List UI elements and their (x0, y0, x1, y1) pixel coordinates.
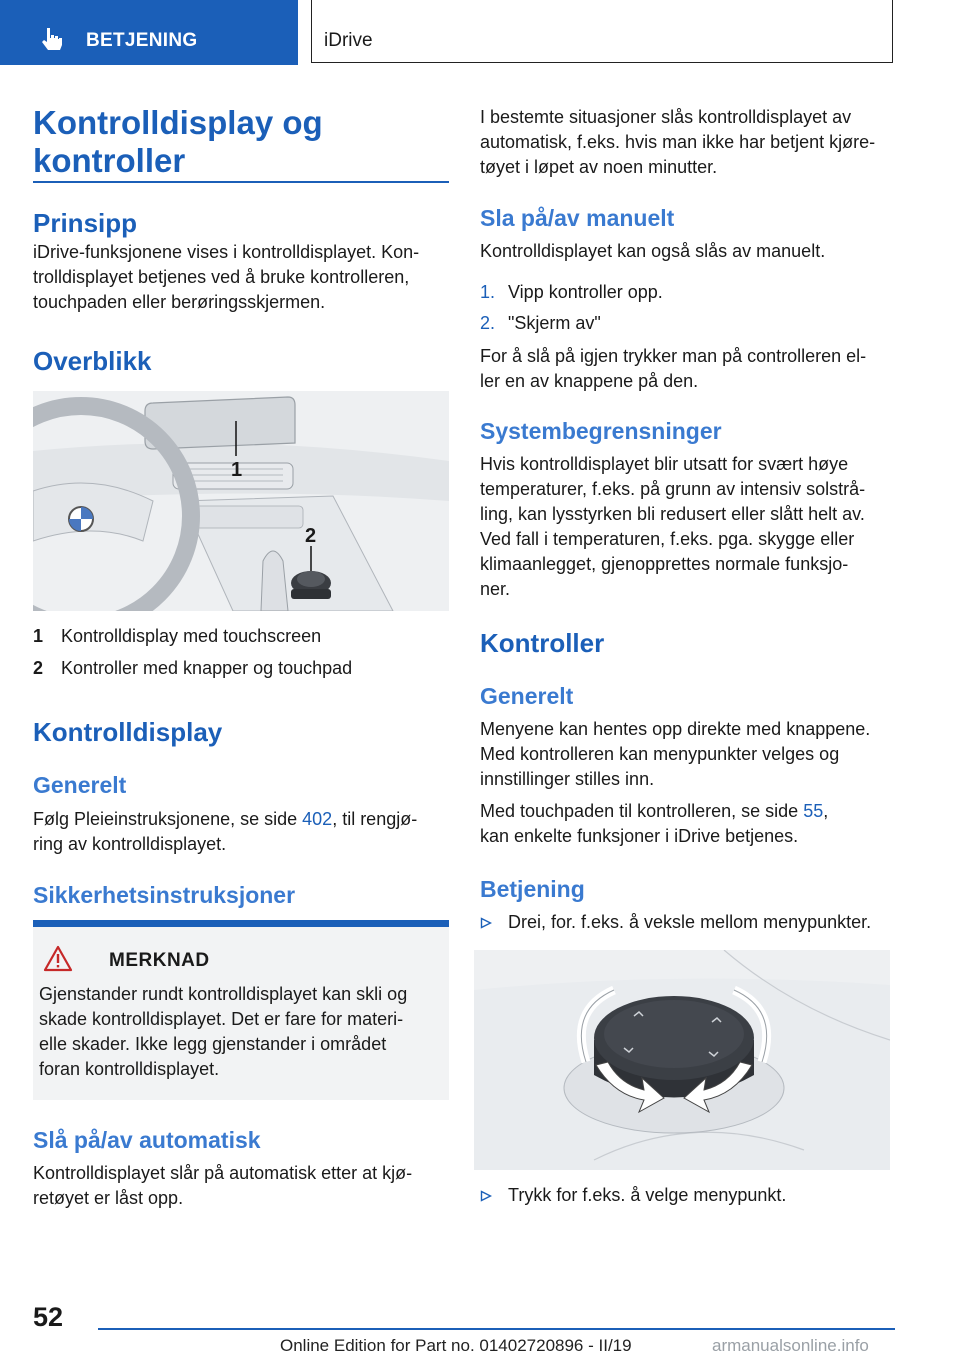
legend-item (33, 656, 449, 682)
notice-bar (33, 920, 449, 927)
bullet-text: Drei, for. f.eks. å veksle mellom menypunkter. (508, 912, 872, 932)
text-segment: , til rengjø- (332, 809, 418, 829)
heading-safety: Sikkerhetsinstruksjoner (33, 882, 296, 908)
legend-item (33, 624, 449, 650)
text-line: ling, kan lysstyrken bli redusert eller slått helt av. (480, 504, 865, 524)
page-link[interactable]: 402 (302, 809, 333, 829)
triangle-bullet-icon (480, 917, 492, 929)
page-title-line2: kontroller (33, 142, 186, 179)
hand-pointer-icon (38, 26, 64, 52)
legend-number: 1 (33, 626, 44, 646)
heading-auto: Slå på/av automatisk (33, 1127, 261, 1153)
page-title (33, 104, 449, 180)
text-line (480, 799, 896, 824)
auto-text (33, 1161, 449, 1211)
heading-principle: Prinsipp (33, 208, 138, 238)
triangle-bullet-icon (480, 1190, 492, 1202)
heading-limits: Systembegrensninger (480, 418, 722, 444)
text-line: Kontrolldisplayet slår på automatisk etter at kjø- (33, 1163, 413, 1183)
warning-triangle-icon (43, 945, 73, 972)
figure-label-1: 1 (231, 459, 243, 481)
heading-controller: Kontroller (480, 628, 605, 658)
notice-box (33, 920, 449, 1100)
list-item (480, 311, 896, 337)
text-line: iDrive-funksjonene vises i kontrolldisplayet. Kon- (33, 242, 420, 262)
heading-controller-general: Generelt (480, 683, 574, 709)
text-line: ring av kontrolldisplayet. (33, 834, 227, 854)
legend-number: 2 (33, 658, 44, 678)
text-line: tøyet i løpet av noen minutter. (480, 157, 718, 177)
controller-general-text (480, 717, 896, 792)
intro-text (480, 105, 896, 180)
text-line: Hvis kontrolldisplayet blir utsatt for svært høye (480, 454, 849, 474)
header-section-label: BETJENING (86, 30, 198, 51)
legend-text: Kontrolldisplay med touchscreen (61, 626, 322, 646)
text-line: ner. (480, 579, 511, 599)
text-line: retøyet er låst opp. (33, 1188, 184, 1208)
bullet-item (480, 1183, 896, 1209)
heading-manual: Sla på/av manuelt (480, 205, 675, 231)
text-line: skade kontrolldisplayet. Det er fare for materi- (39, 1009, 404, 1029)
text-line: innstillinger stilles inn. (480, 769, 655, 789)
step-text: "Skjerm av" (508, 313, 601, 333)
heading-general: Generelt (33, 772, 127, 798)
title-rule (33, 181, 449, 183)
figure-label-2: 2 (305, 525, 317, 547)
text-line: temperaturer, f.eks. på grunn av intensiv solstrå- (480, 479, 866, 499)
step-number: 1. (480, 282, 496, 302)
notice-text (39, 982, 439, 1082)
step-text: Vipp kontroller opp. (508, 282, 663, 302)
limits-text (480, 452, 896, 602)
text-line: foran kontrolldisplayet. (39, 1059, 220, 1079)
principle-text (33, 240, 449, 315)
text-line: ler en av knappene på den. (480, 371, 699, 391)
controller-figure (474, 950, 890, 1170)
footer-edition: Online Edition for Part no. 01402720896 - II/19 (280, 1336, 632, 1355)
text-line: automatisk, f.eks. hvis man ikke har betjent kjøre- (480, 132, 876, 152)
text-line: klimaanlegget, gjenopprettes normale funksjo- (480, 554, 849, 574)
text-line: I bestemte situasjoner slås kontrolldisplayet av (480, 107, 852, 127)
controller-illustration (474, 950, 890, 1170)
general-text (33, 807, 449, 857)
manual-text: Kontrolldisplayet kan også slås av manuelt. (480, 241, 826, 261)
list-item (480, 280, 896, 306)
page-link[interactable]: 55 (803, 801, 824, 821)
header-chapter-label: iDrive (324, 30, 373, 51)
text-segment: Følg Pleieinstruksjonene, se side (33, 809, 303, 829)
header-chapter-frame (311, 0, 893, 63)
heading-control-display: Kontrolldisplay (33, 717, 223, 747)
footer-rule (98, 1328, 895, 1330)
manual-after-text (480, 344, 896, 394)
text-line: touchpaden eller berøringsskjermen. (33, 292, 326, 312)
heading-operation: Betjening (480, 876, 585, 902)
text-line (33, 807, 449, 832)
legend-text: Kontroller med knapper og touchpad (61, 658, 353, 678)
text-line: Gjenstander rundt kontrolldisplayet kan skli og (39, 984, 408, 1004)
text-line: Med kontrolleren kan menypunkter velges og (480, 744, 840, 764)
text-line: Menyene kan hentes opp direkte med knappene. (480, 719, 871, 739)
page-number: 52 (33, 1302, 64, 1332)
step-number: 2. (480, 313, 496, 333)
text-line: trolldisplayet betjenes ved å bruke kontrolleren, (33, 267, 410, 287)
notice-title: MERKNAD (109, 950, 210, 971)
text-line: kan enkelte funksjoner i iDrive betjenes. (480, 826, 799, 846)
page-title-line1: Kontrolldisplay og (33, 104, 323, 141)
text-line: Ved fall i temperaturen, f.eks. pga. skygge eller (480, 529, 855, 549)
text-line: elle skader. Ikke legg gjenstander i området (39, 1034, 387, 1054)
dashboard-figure (33, 391, 449, 611)
heading-overview: Overblikk (33, 346, 152, 376)
text-segment: , (823, 801, 829, 821)
text-line: For å slå på igjen trykker man på controlleren el- (480, 346, 867, 366)
bullet-text: Trykk for f.eks. å velge menypunkt. (508, 1185, 787, 1205)
bullet-item (480, 910, 896, 936)
header-section-tab (0, 0, 298, 65)
footer-watermark: armanualsonline.info (712, 1336, 869, 1355)
text-segment: Med touchpaden til kontrolleren, se side (480, 801, 804, 821)
dashboard-illustration (33, 391, 449, 611)
touchpad-text (480, 799, 896, 849)
